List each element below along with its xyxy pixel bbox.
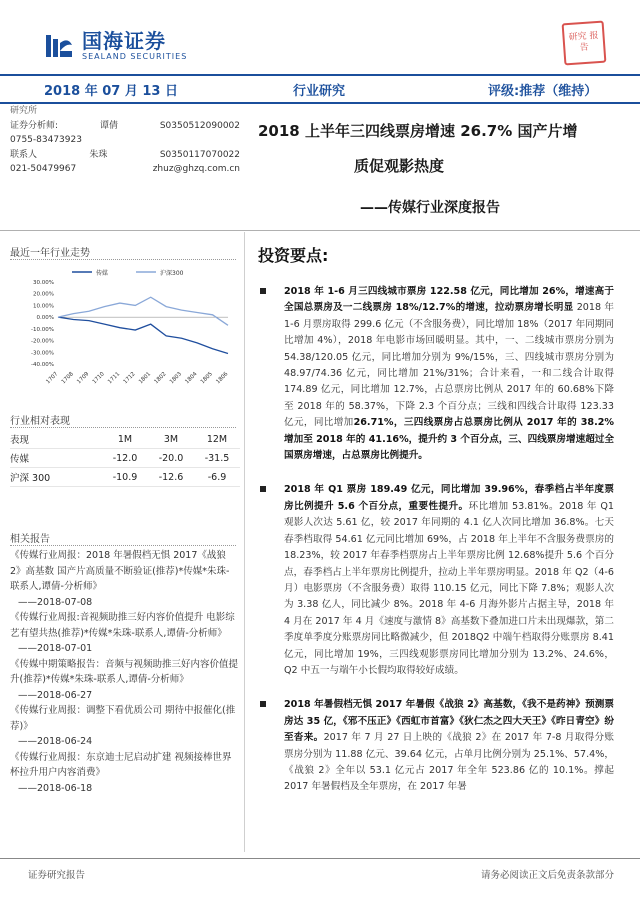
bullet-body: 2017 年 7 月 27 日上映的《战狼 2》在 2017 年 7-8 月取得分账票房分别为 11.88 亿元、39.64 亿元，占单月比例分别为 25.1%、57.4%，《战狼 2》全年以 53.1 亿元占 2017 年全年 523.86 亿的 10.1%。撑起 2017 年暑假档及全年票房，在 2017 年暑 bbox=[284, 732, 615, 793]
y-tick-label: -30.00% bbox=[31, 350, 54, 357]
perf-section-rule bbox=[10, 427, 236, 428]
invest-bullet bbox=[258, 482, 614, 679]
perf-cell: -10.9 bbox=[112, 471, 138, 483]
brand-name-cn: 国海证券 bbox=[82, 29, 166, 53]
brand-logo bbox=[44, 30, 187, 61]
bullet-lead: 2018 年 1-6 月三四线城市票房 122.58 亿元，同比增加 26%，增速高于全国总票房及一二线票房 18%/12.7%的增速，拉动票房增长明显 bbox=[284, 286, 614, 314]
legend-label-hs300: 沪深300 bbox=[160, 270, 184, 277]
x-tick-label: 1709 bbox=[76, 371, 91, 386]
bullet-lead: 2018 年 Q1 票房 189.49 亿元，同比增加 39.96%，春季档占半年度票房比例提升 5.6 个百分点，重要性提升。 bbox=[284, 484, 614, 512]
perf-header-cell: 12M bbox=[206, 433, 228, 445]
analyst-phone: 0755-83473923 bbox=[10, 135, 82, 145]
invest-bullets bbox=[258, 284, 614, 814]
perf-cell: -31.5 bbox=[204, 452, 230, 464]
y-tick-label: 10.00% bbox=[33, 303, 54, 310]
analyst-role: 证券分析师: bbox=[10, 120, 59, 131]
analyst-id: S0350512090002 bbox=[159, 120, 240, 131]
x-tick-label: 1806 bbox=[215, 371, 230, 386]
y-tick-label: -10.00% bbox=[31, 326, 54, 333]
report-rating: 评级:推荐（维持） bbox=[488, 84, 598, 99]
contact-phone: 021-50479967 bbox=[10, 164, 77, 174]
contact-role: 联系人 bbox=[10, 149, 38, 160]
bullet-body: 2018 年 1-6 月票房取得 299.6 亿元（不含服务费），同比增加 18%（2017 年同期同比增加 4%），2018 年电影市场回暖明显。其中，一、二线城市票房分别为 54.38/120.05 亿元，同比增加分别为 9%/15%，三、四线城市票房分别为 48.97/74.36 亿元，同比增加 21%/31%；合计来看，一和二线合计取得 174.89 亿元，同比增加 12.7%，占总票房比例从 2017 年的 60.68%下降至 2018 年的 58.37%，下降 2.3 个百分点；三线和四线合计取得 123.33 亿元，同比增加 bbox=[284, 302, 614, 429]
related-report-date: ——2018-06-24 bbox=[18, 736, 93, 747]
perf-cell: -12.0 bbox=[112, 452, 138, 464]
x-tick-label: 1801 bbox=[137, 371, 153, 386]
x-tick-label: 1708 bbox=[60, 371, 75, 386]
contact-id: S0350117070022 bbox=[159, 149, 240, 160]
bullet-lead: 2018 年暑假档无惧 2017 年暑假《战狼 2》高基数，《我不是药神》预测票房达 35 亿，《邪不压正》《西虹市首富》《狄仁杰之四大天王》《昨日青空》纷至沓来。 bbox=[284, 699, 614, 744]
y-tick-label: 30.00% bbox=[33, 280, 54, 286]
perf-cell: -20.0 bbox=[158, 452, 184, 464]
perf-row bbox=[10, 449, 240, 468]
analyst-contacts bbox=[10, 104, 240, 177]
perf-cell: -6.9 bbox=[207, 471, 227, 483]
report-title-line1: 2018 上半年三四线票房增速 26.7% 国产片增 bbox=[258, 122, 578, 140]
invest-bullet bbox=[258, 697, 614, 795]
x-tick-label: 1710 bbox=[91, 371, 106, 386]
x-tick-label: 1805 bbox=[199, 371, 214, 386]
research-seal: 研究 报告 bbox=[562, 21, 607, 66]
institute-label: 研究所 bbox=[10, 106, 38, 116]
perf-header-cell: 3M bbox=[163, 433, 179, 445]
y-tick-label: 20.00% bbox=[33, 291, 54, 298]
bullet-lead: 26.71%，三四线票房占总票房比例从 2017 年的 38.2%增加至 2018 年的 41.16%，提升约 3 个百分点，三、四线票房增速超过全国票房增速，占总票房比例提升。 bbox=[284, 417, 615, 462]
column-divider bbox=[244, 232, 245, 852]
related-reports-list bbox=[10, 548, 238, 796]
report-title-line2: 质促观影热度 bbox=[354, 157, 445, 175]
x-tick-label: 1802 bbox=[153, 371, 168, 386]
contact-name: 朱珠 bbox=[89, 149, 108, 160]
perf-header-cell: 表现 bbox=[10, 435, 30, 446]
invest-heading: 投资要点: bbox=[258, 246, 329, 265]
report-date: 2018 年 07 月 13 日 bbox=[44, 84, 178, 99]
legend-label-media: 传媒 bbox=[96, 270, 109, 277]
related-report-link[interactable]: 《传媒行业周报:音视频助推三好内容价值提升 电影综艺有望共热(推荐)*传媒*朱珠-联系人,谭倩-分析师》 bbox=[10, 612, 235, 639]
page-footer bbox=[0, 858, 640, 899]
contact-email[interactable]: zhuz@ghzq.com.cn bbox=[152, 164, 240, 174]
related-report-link[interactable]: 《传媒中期策略报告：音频与视频助推三好内容价值提升(推荐)*传媒*朱珠-联系人,谭倩-分析师》 bbox=[10, 658, 239, 685]
related-report-date: ——2018-07-01 bbox=[18, 643, 93, 654]
related-report-link[interactable]: 《传媒行业周报：2018 年暑假档无惧 2017《战狼 2》高基数 国产片高质量不断验证(推荐)*传媒*朱珠-联系人,谭倩-分析师》 bbox=[10, 550, 230, 592]
related-report-link[interactable]: 《传媒行业周报：东京迪士尼启动扩建 视频接棒世界杯拉升用户内容消费》 bbox=[10, 751, 232, 778]
x-tick-label: 1712 bbox=[122, 371, 137, 386]
header-divider bbox=[0, 230, 640, 231]
footer-disclaimer: 请务必阅读正文后免责条款部分 bbox=[480, 870, 614, 881]
analyst-name: 谭倩 bbox=[99, 120, 118, 131]
x-tick-label: 1804 bbox=[184, 371, 199, 386]
brand-name-en: SEALAND SECURITIES bbox=[82, 52, 188, 61]
footer-left: 证券研究报告 bbox=[28, 870, 86, 881]
report-category: 行业研究 bbox=[293, 84, 346, 99]
x-tick-label: 1711 bbox=[107, 371, 122, 386]
related-report-date: ——2018-06-18 bbox=[18, 782, 93, 794]
perf-table bbox=[10, 430, 240, 487]
logo-mark-icon bbox=[44, 31, 74, 61]
perf-header-cell: 1M bbox=[117, 433, 133, 445]
perf-cell: 沪深 300 bbox=[10, 473, 51, 484]
report-subtitle: ——传媒行业深度报告 bbox=[360, 200, 500, 216]
perf-section-title: 行业相对表现 bbox=[10, 416, 70, 427]
perf-cell: 传媒 bbox=[10, 454, 30, 465]
perf-cell: -12.6 bbox=[158, 471, 184, 483]
series-line-media bbox=[58, 317, 228, 353]
x-tick-label: 1707 bbox=[45, 371, 60, 386]
perf-header-row bbox=[10, 430, 240, 449]
y-tick-label: -20.00% bbox=[31, 338, 54, 345]
trend-section-rule bbox=[10, 259, 236, 260]
trend-chart bbox=[10, 264, 240, 394]
trend-section-title: 最近一年行业走势 bbox=[10, 248, 90, 259]
y-tick-label: -40.00% bbox=[31, 362, 54, 368]
bullet-body: 环比增加 53.81%。2018 年 Q1 观影人次达 5.61 亿，较 2017 年同期的 4.1 亿人次同比增加 36.8%。七天春季档取得 54.61 亿元同比增加 69%，占 2018 年上半年不含服务费票房的 18.23%，较 2017 年春季档票房占上半年票房比例 12.68%提升 5.6 个百分点，春季档占上半年票房比例提升，拉动上半年票房明显。2018 年 Q2（4-6 月）电影票房（不含服务费）取得 110.15 亿元，同比下降 7.8%；观影人次为 3.38 亿人，同比减少 8%。2018 年 4-6 月海外影片占据主导，2018 年 4 月在 2017 年 4 月《速度与激情 8》高基数下叠加进口片未出现爆款，第二季度单季度分账票房同比略微减少，但 2018Q2 中端午档取得分账票房 8.41 亿元，同比增加 19%，三四线观影票房同比增加分别为 13.2%、24.6%，Q2 中五一与端午小长假均取得较好成绩。 bbox=[284, 500, 614, 676]
related-report-date: ——2018-07-08 bbox=[18, 596, 93, 608]
trend-chart-svg bbox=[10, 264, 240, 394]
y-tick-label: 0.00% bbox=[36, 315, 54, 322]
related-report-link[interactable]: 《传媒行业周报：调整下看优质公司 期待中报催化(推荐)》 bbox=[10, 705, 236, 732]
invest-bullet bbox=[258, 284, 614, 464]
related-report-date: ——2018-06-27 bbox=[18, 689, 93, 701]
x-tick-label: 1803 bbox=[168, 371, 184, 386]
series-line-hs300 bbox=[58, 297, 228, 325]
related-section-title: 相关报告 bbox=[10, 534, 50, 545]
perf-row bbox=[10, 468, 240, 487]
related-section-rule bbox=[10, 545, 236, 546]
report-info-bar bbox=[0, 74, 640, 104]
